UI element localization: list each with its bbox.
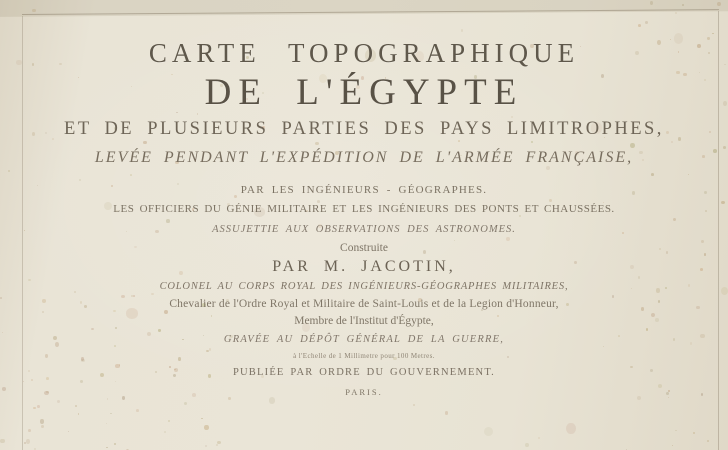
credit-jacotin: PAR M. JACOTIN, <box>272 258 456 275</box>
publication-echelle: à l'Echelle de 1 Millimetre pour 100 Metres. <box>293 352 435 360</box>
credit-officiers: LES OFFICIERS DU GÉNIE MILITAIRE ET LES INGÉNIEURS DES PONTS ET CHAUSSÉES. <box>113 203 615 215</box>
publication-publiee: PUBLIÉE PAR ORDRE DU GOUVERNEMENT. <box>232 367 495 378</box>
publication-paris: PARIS. <box>345 387 383 397</box>
credit-chevalier: Chevalier de l'Ordre Royal et Militaire de Saint-Louis et de la Legion d'Honneur, <box>169 298 559 310</box>
credit-assujettie: ASSUJETTIE AUX OBSERVATIONS DES ASTRONOMES. <box>212 224 516 235</box>
paper-top-edge <box>0 0 728 17</box>
title-line-2: DE L'ÉGYPTE <box>204 72 524 113</box>
credit-construite: Construite <box>340 242 388 254</box>
title-line-1: CARTE TOPOGRAPHIQUE <box>148 38 580 68</box>
credit-ingenieurs-geographes: PAR LES INGÉNIEURS - GÉOGRAPHES. <box>240 184 488 196</box>
subtitle-limitrophes: ET DE PLUSIEURS PARTIES DES PAYS LIMITROPHES, <box>64 119 664 139</box>
credit-colonel: COLONEL AU CORPS ROYAL DES INGÉNIEURS-GÉOGRAPHES MILITAIRES, <box>159 281 569 292</box>
subtitle-levee: LEVÉE PENDANT L'EXPÉDITION DE L'ARMÉE FRANÇAISE, <box>94 149 634 166</box>
publication-gravee: GRAVÉE AU DÉPÔT GÉNÉRAL DE LA GUERRE, <box>223 334 505 345</box>
credit-membre: Membre de l'Institut d'Égypte, <box>294 315 434 327</box>
